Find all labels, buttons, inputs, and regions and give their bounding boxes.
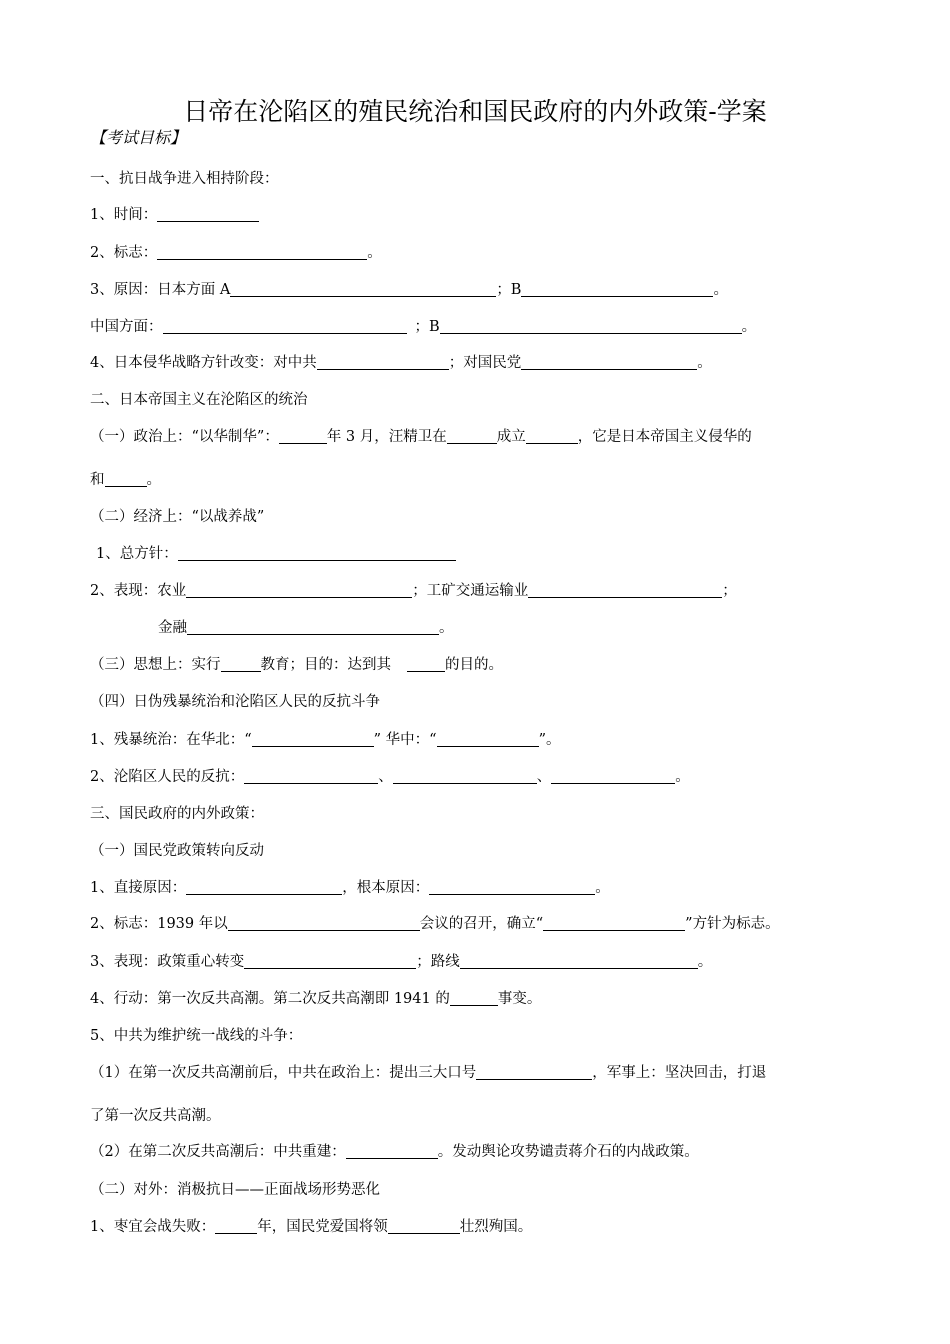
line-ideological: （三）思想上：实行 教育；目的：达到其 的目的。 [90, 657, 503, 673]
blank[interactable] [186, 878, 342, 895]
blank[interactable] [440, 317, 742, 334]
line-ccp-struggle: 5、中共为维护统一战线的斗争： [90, 1028, 303, 1044]
blank[interactable] [437, 730, 539, 747]
line-time: 1、时间： [90, 204, 259, 226]
blank[interactable] [460, 952, 698, 969]
blank[interactable] [178, 544, 456, 561]
section-2-heading: 二、日本帝国主义在沦陷区的统治 [90, 392, 308, 408]
blank[interactable] [317, 353, 449, 370]
line-reason-japan: 3、原因：日本方面 A ；B 。 [90, 282, 728, 298]
blank[interactable] [476, 1063, 592, 1080]
blank[interactable] [163, 317, 407, 334]
blank[interactable] [105, 470, 147, 487]
blank[interactable] [244, 952, 416, 969]
line-economic: （二）经济上：“以战养战” [90, 509, 265, 525]
blank[interactable] [187, 618, 439, 635]
blank[interactable] [447, 427, 497, 444]
blank[interactable] [230, 280, 496, 297]
blank[interactable] [450, 989, 498, 1006]
blank[interactable] [528, 581, 722, 598]
blank[interactable] [551, 767, 675, 784]
line-first-tide: （1）在第一次反共高潮前后，中共在政治上：提出三大口号 ，军事上：坚决回击，打退 [90, 1065, 767, 1081]
line-sign: 2、标志： 。 [90, 245, 382, 261]
blank[interactable] [429, 878, 595, 895]
line-brutal-rule-heading: （四）日伪残暴统治和沦陷区人民的反抗斗争 [90, 694, 380, 710]
line-second-tide: （2）在第二次反共高潮后：中共重建： 。发动舆论攻势谴责蒋介石的内战政策。 [90, 1144, 699, 1160]
blank[interactable] [388, 1217, 460, 1234]
exam-objectives-heading: 【考试目标】 [90, 128, 187, 147]
blank[interactable] [521, 280, 713, 297]
blank[interactable] [407, 655, 445, 672]
blank[interactable] [157, 205, 259, 222]
line-reason-china: 中国方面： ；B 。 [90, 319, 757, 335]
line-resistance: 2、沦陷区人民的反抗： 、 、 。 [90, 769, 690, 785]
line-finance: 金融 。 [158, 620, 454, 636]
blank[interactable] [157, 243, 367, 260]
line-kmt-reactionary: （一）国民党政策转向反动 [90, 843, 264, 859]
blank[interactable] [186, 581, 412, 598]
blank[interactable] [526, 427, 578, 444]
blank[interactable] [244, 767, 378, 784]
line-general-policy: 1、总方针： [96, 543, 456, 565]
blank[interactable] [521, 353, 697, 370]
blank[interactable] [215, 1217, 257, 1234]
line-brutal-rule: 1、残暴统治：在华北：“ ” 华中：“ ”。 [90, 732, 561, 748]
line-strategy-change: 4、日本侵华战略方针改变：对中共 ；对国民党 。 [90, 355, 712, 371]
line-political: （一）政治上：“以华制华”： 年 3 月，汪精卫在 成立 ，它是日本帝国主义侵华的 [90, 429, 752, 445]
section-3-heading: 三、国民政府的内外政策： [90, 806, 264, 822]
line-manifestation: 2、表现：农业 ；工矿交通运输业 ； [90, 583, 737, 599]
line-foreign-policy: （二）对外：消极抗日——正面战场形势恶化 [90, 1182, 380, 1198]
line-first-tide-cont: 了第一次反共高潮。 [90, 1108, 221, 1124]
page-title: 日帝在沦陷区的殖民统治和国民政府的内外政策-学案 [183, 97, 767, 126]
blank[interactable] [221, 655, 261, 672]
line-policy-shift: 3、表现：政策重心转变 ；路线 。 [90, 954, 713, 970]
blank[interactable] [228, 914, 420, 931]
section-1-heading: 一、抗日战争进入相持阶段： [90, 171, 279, 187]
line-causes: 1、直接原因： ，根本原因： 。 [90, 880, 610, 896]
line-political-cont: 和 。 [90, 472, 161, 488]
blank[interactable] [393, 767, 537, 784]
blank[interactable] [279, 427, 327, 444]
line-sign-1939: 2、标志：1939 年以 会议的召开，确立“ ”方针为标志。 [90, 916, 780, 932]
blank[interactable] [252, 730, 374, 747]
line-zaoyi-battle: 1、枣宜会战失败： 年，国民党爱国将领 壮烈殉国。 [90, 1219, 533, 1235]
line-anti-communist: 4、行动：第一次反共高潮。第二次反共高潮即 1941 的 事变。 [90, 991, 542, 1007]
blank[interactable] [543, 914, 685, 931]
blank[interactable] [346, 1142, 438, 1159]
